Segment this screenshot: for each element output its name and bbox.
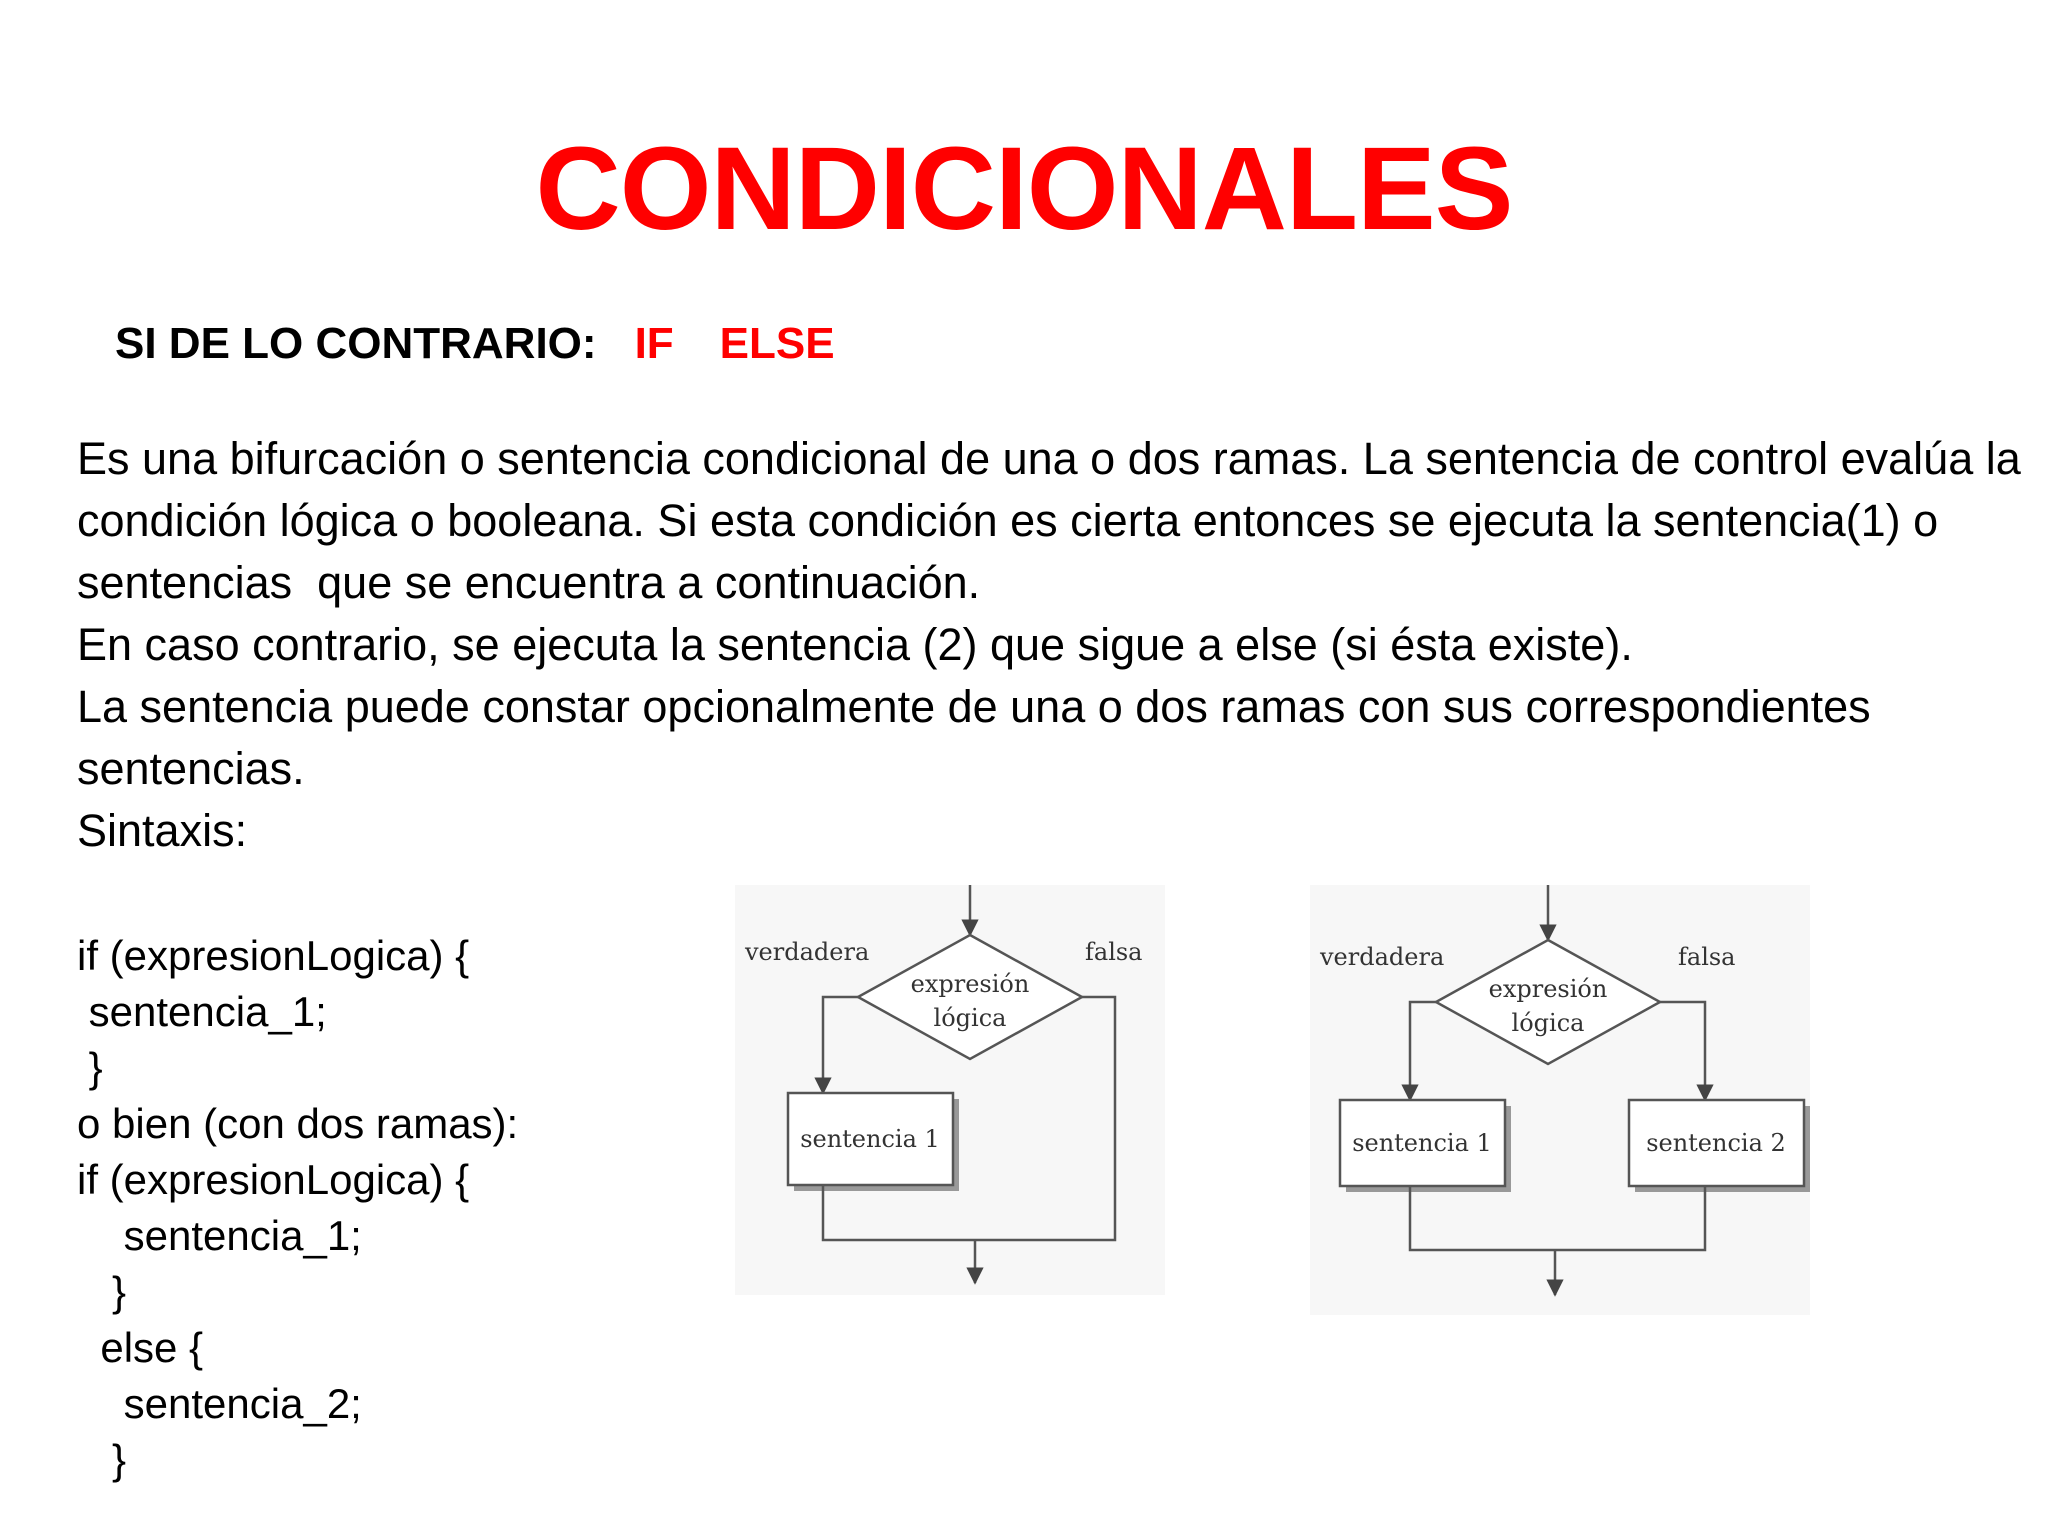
false-branch-line: [1660, 1002, 1705, 1100]
code-line: if (expresionLogica) {: [77, 1156, 470, 1203]
subtitle-label: SI DE LO CONTRARIO:: [115, 319, 597, 368]
code-line: sentencia_2;: [77, 1380, 362, 1427]
keyword-if: IF: [634, 319, 674, 368]
body-paragraph: Sintaxis:: [77, 805, 248, 856]
code-line: }: [77, 1044, 103, 1091]
code-block: [77, 928, 518, 1488]
body-paragraph: En caso contrario, se ejecuta la sentencia (2) que sigue a else (si ésta existe).: [77, 619, 1633, 670]
code-line: else {: [77, 1324, 204, 1371]
code-line: if (expresionLogica) {: [77, 932, 470, 979]
true-branch-line: [823, 997, 858, 1093]
statement-label-1: sentencia 1: [800, 1125, 940, 1153]
condition-line1: expresión: [1488, 975, 1608, 1003]
true-label: verdadera: [745, 938, 870, 966]
flowchart-if: [735, 885, 1165, 1295]
keyword-else: ELSE: [719, 319, 835, 368]
code-line: sentencia_1;: [77, 1212, 362, 1259]
true-branch-line: [1410, 1002, 1436, 1100]
statement-label-1: sentencia 1: [1352, 1129, 1492, 1157]
condition-line2: lógica: [1511, 1009, 1585, 1037]
body-paragraph: Es una bifurcación o sentencia condicional de una o dos ramas. La sentencia de control evalúa la condición lógica o booleana. Si esta condición es cierta entonces se ejecuta la sentencia(1) o sentencias que se encuentra a continuación.: [77, 433, 2034, 608]
code-line: }: [77, 1436, 127, 1483]
code-line: sentencia_1;: [77, 988, 327, 1035]
flowchart-if-else: [1310, 885, 1810, 1315]
merge-line: [1410, 1186, 1705, 1250]
page-title: CONDICIONALES: [535, 123, 1513, 255]
false-label: falsa: [1085, 938, 1143, 966]
condition-line2: lógica: [933, 1004, 1007, 1032]
body-paragraph: La sentencia puede constar opcionalmente de una o dos ramas con sus correspondientes sentencias.: [77, 681, 1884, 794]
section-subtitle: [115, 319, 835, 368]
condition-line1: expresión: [910, 970, 1030, 998]
true-label: verdadera: [1320, 943, 1445, 971]
statement-label-2: sentencia 2: [1646, 1129, 1786, 1157]
body-text: [77, 428, 2037, 862]
false-label: falsa: [1678, 943, 1736, 971]
code-line: o bien (con dos ramas):: [77, 1100, 519, 1147]
code-line: }: [77, 1268, 127, 1315]
